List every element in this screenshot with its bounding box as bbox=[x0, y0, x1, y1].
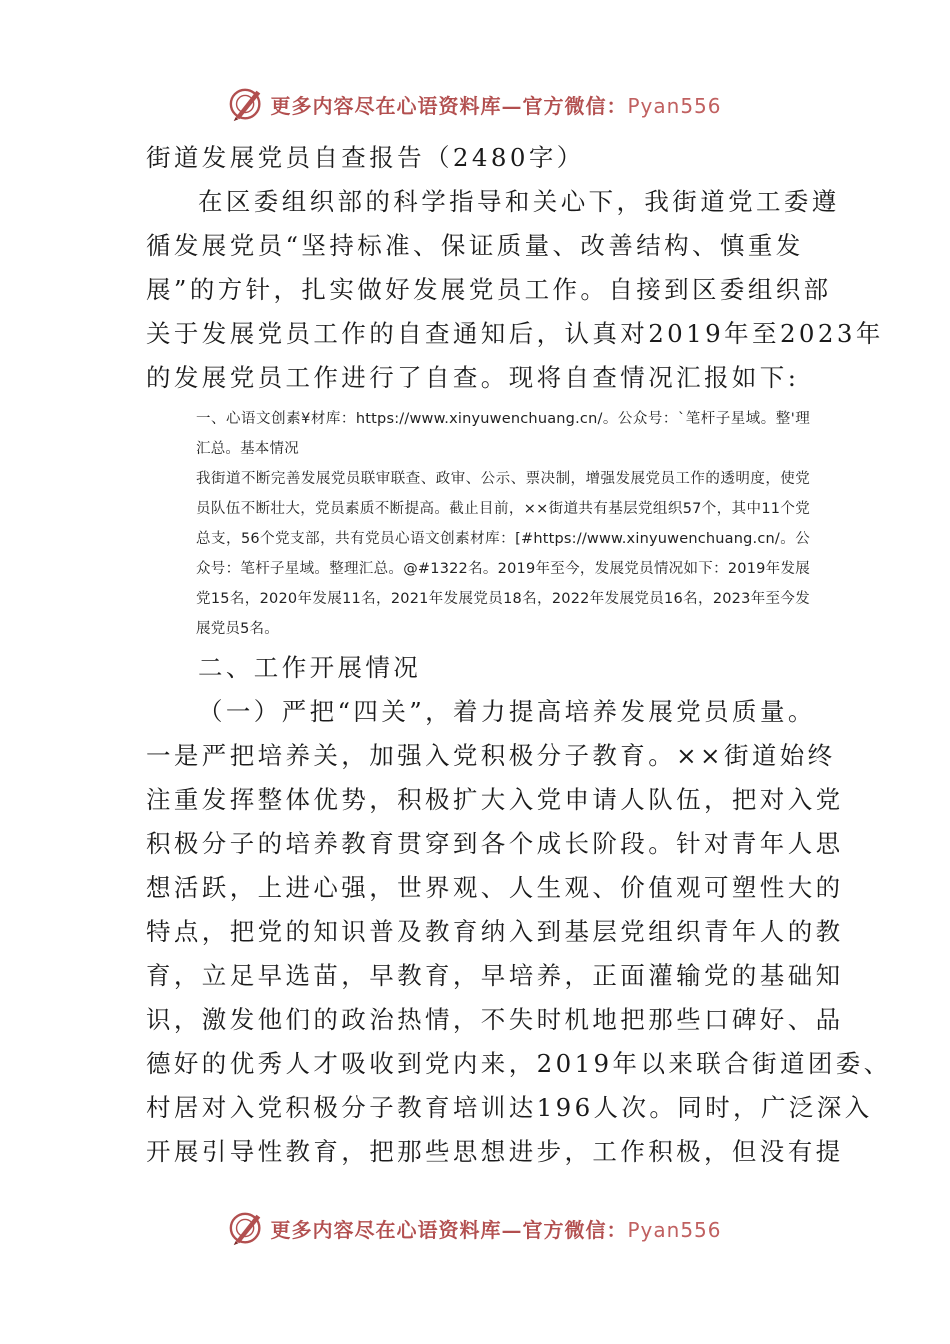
body-line: 想活跃，上进心强，世界观、人生观、价值观可塑性大的 bbox=[146, 873, 844, 902]
pen-logo-icon bbox=[228, 1209, 266, 1247]
body-line: 一是严把培养关，加强入党积极分子教育。××街道始终 bbox=[146, 741, 836, 770]
body-line: 积极分子的培养教育贯穿到各个成长阶段。针对青年人思 bbox=[146, 829, 844, 858]
intro-line: 在区委组织部的科学指导和关心下，我街道党工委遵 bbox=[198, 187, 840, 216]
header-banner bbox=[0, 84, 950, 124]
document-title: 街道发展党员自查报告（2480字） bbox=[146, 143, 585, 172]
banner-text: 更多内容尽在心语资料库—官方微信：Pyan556 bbox=[270, 1217, 722, 1242]
wechat-id: Pyan556 bbox=[627, 1217, 722, 1242]
body-line: 特点，把党的知识普及教育纳入到基层党组织青年人的教 bbox=[146, 917, 844, 946]
body-line: 开展引导性教育，把那些思想进步，工作积极，但没有提 bbox=[146, 1137, 844, 1166]
intro-line: 循发展党员“坚持标准、保证质量、改善结构、慎重发 bbox=[146, 231, 804, 260]
footer-banner bbox=[0, 1208, 950, 1248]
document-body bbox=[146, 136, 892, 1174]
section-1-body: 我街道不断完善发展党员联审联查、政审、公示、票决制，增强发展党员工作的透明度，使党员队伍不断壮大，党员素质不断提高。截止目前，××街道共有基层党组织57个，其中11个党总支，56个党支部，共有党员心语文创素材库：[#https://www.xinyuwenchuang.cn/。公众号：笔杆子星域。整理汇总。@#1322名。2019年至今，发展党员情况如下：2019年发展党15名，2020年发展11名，2021年发展党员18名，2022年发展党员16名，2023年至今发展党员5名。 bbox=[196, 471, 810, 637]
section-1-heading: 一、心语文创素¥材库：https://www.xinyuwenchuang.cn/。公众号：`笔杆子星域。整'理汇总。基本情况 bbox=[196, 411, 810, 457]
body-line: 德好的优秀人才吸收到党内来，2019年以来联合街道团委、 bbox=[146, 1049, 892, 1078]
section-2-heading: 二、工作开展情况 bbox=[198, 653, 422, 682]
subsection-1-heading: （一）严把“四关”，着力提高培养发展党员质量。 bbox=[198, 697, 816, 726]
intro-line: 展”的方针，扎实做好发展党员工作。自接到区委组织部 bbox=[146, 275, 832, 304]
body-line: 育，立足早选苗，早教育，早培养，正面灌输党的基础知 bbox=[146, 961, 844, 990]
wechat-id: Pyan556 bbox=[627, 93, 722, 118]
body-line: 识，激发他们的政治热情，不失时机地把那些口碑好、品 bbox=[146, 1005, 844, 1034]
body-line: 村居对入党积极分子教育培训达196人次。同时，广泛深入 bbox=[146, 1093, 873, 1122]
body-line: 注重发挥整体优势，积极扩大入党申请人队伍，把对入党 bbox=[146, 785, 844, 814]
pen-logo-icon bbox=[228, 85, 266, 123]
intro-line: 的发展党员工作进行了自查。现将自查情况汇报如下: bbox=[146, 363, 800, 392]
banner-text: 更多内容尽在心语资料库—官方微信：Pyan556 bbox=[270, 93, 722, 118]
intro-line: 关于发展党员工作的自查通知后，认真对2019年至2023年 bbox=[146, 319, 884, 348]
